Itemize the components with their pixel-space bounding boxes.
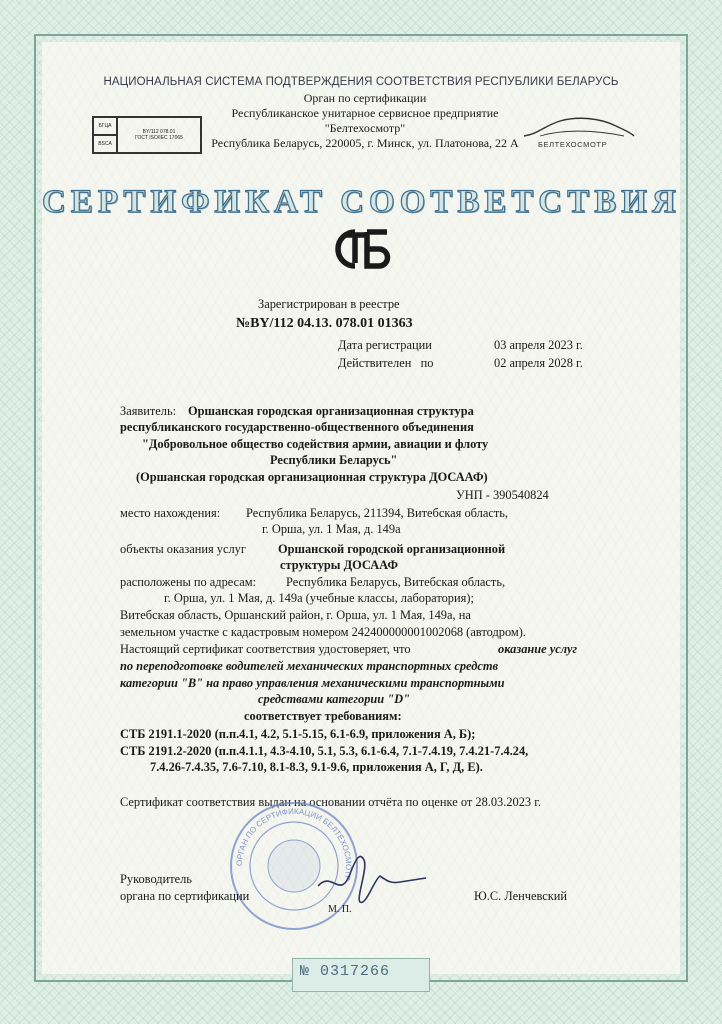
valid-date: 02 апреля 2028 г. xyxy=(494,356,583,370)
location-label: место нахождения: xyxy=(120,506,221,520)
service-line-3: категории "B" на право управления механическими транспортными xyxy=(120,676,505,690)
system-line: НАЦИОНАЛЬНАЯ СИСТЕМА ПОДТВЕРЖДЕНИЯ СООТВЕТСТВИЯ РЕСПУБЛИКИ БЕЛАРУСЬ xyxy=(103,76,619,88)
service-line-1: оказание услуг xyxy=(498,642,578,656)
reg-date: 03 апреля 2023 г. xyxy=(494,338,583,352)
reg-date-label: Дата регистрации xyxy=(338,338,432,352)
org-line-3: "Белтехосмотр" xyxy=(324,121,406,135)
org-line-4: Республика Беларусь, 220005, г. Минск, ул. Платонова, 22 А xyxy=(211,136,519,150)
stamp-text: ОРГАН ПО СЕРТИФИКАЦИИ БЕЛТЕХОСМОТР xyxy=(234,806,354,882)
complies-line: соответствует требованиям: xyxy=(244,709,402,723)
badge-code-1: BY/112 078.01 xyxy=(142,129,176,135)
role-line-2: органа по сертификации xyxy=(120,889,250,903)
badge-left-top: БГЦА xyxy=(93,117,117,135)
valid-label: Действителен по xyxy=(338,356,434,370)
mp-label: М. П. xyxy=(328,904,352,915)
badge-code-2: ГОСТ ISO/IEC 17065 xyxy=(135,135,183,141)
applicant-line-5: (Оршанская городская организационная структура ДОСААФ) xyxy=(136,470,488,484)
logo-label: БЕЛТЕХОСМОТР xyxy=(538,140,608,149)
addr-line-3: Витебская область, Оршанский район, г. Орша, ул. 1 Мая, 149а, на xyxy=(120,608,471,622)
badge-left-bottom: BSCA xyxy=(93,135,117,153)
requirement-2: СТБ 2191.2-2020 (п.п.4.1.1, 4.3-4.10, 5.1, 5.3, 6.1-6.4, 7.1-7.4.19, 7.4.21-7.4.24, xyxy=(120,744,529,758)
service-line-2: по переподготовке водителей механических транспортных средств xyxy=(120,659,499,673)
applicant-line-3: "Добровольное общество содействия армии, авиации и флоту xyxy=(142,437,489,451)
service-line-4: средствами категории "D" xyxy=(258,692,410,706)
location-line-2: г. Орша, ул. 1 Мая, д. 149а xyxy=(262,522,401,536)
org-line-1: Орган по сертификации xyxy=(303,91,427,105)
applicant-line-2: республиканского государственно-общественного объединения xyxy=(120,420,474,434)
car-logo-icon xyxy=(520,112,638,142)
requirement-1: СТБ 2191.1-2020 (п.п.4.1, 4.2, 5.1-5.15, 6.1-6.9, приложения А, Б); xyxy=(120,727,476,741)
requirement-3: 7.4.26-7.4.35, 7.6-7.10, 8.1-8.3, 9.1-9.6, приложения А, Г, Д, Е). xyxy=(150,760,483,774)
registry-number: №BY/112 04.13. 078.01 01363 xyxy=(236,316,413,331)
addr-label: расположены по адресам: xyxy=(120,575,257,589)
objects-name-1: Оршанской городской организационной xyxy=(278,542,506,556)
certificate-title: СЕРТИФИКАТ СООТВЕТСТВИЯ xyxy=(42,184,681,220)
addr-line-4: земельном участке с кадастровым номером 242400000001002068 (автодром). xyxy=(120,625,526,639)
objects-label: объекты оказания услуг xyxy=(120,542,246,556)
unp: УНП - 390540824 xyxy=(456,488,549,502)
signature-icon xyxy=(310,840,440,910)
serial-number: № 0317266 xyxy=(300,963,391,980)
confirmation-intro: Настоящий сертификат соответствия удостоверяет, что xyxy=(120,642,411,656)
badge-codes xyxy=(117,117,201,153)
location-line-1: Республика Беларусь, 211394, Витебская область, xyxy=(246,506,508,520)
applicant-line-4: Республики Беларусь" xyxy=(270,453,398,467)
org-line-2: Республиканское унитарное сервисное предприятие xyxy=(231,106,499,120)
role-line-1: Руководитель xyxy=(120,872,192,886)
addr-line-1: Республика Беларусь, Витебская область, xyxy=(286,575,506,589)
signer-name: Ю.С. Ленчевский xyxy=(474,889,568,903)
accreditation-badge xyxy=(92,116,202,154)
registry-line: Зарегистрирован в реестре xyxy=(258,297,400,311)
basis-line: Сертификат соответствия выдан на основании отчёта по оценке от 28.03.2023 г. xyxy=(120,795,542,809)
applicant-line-1: Оршанская городская организационная структура xyxy=(188,404,474,418)
addr-line-2: г. Орша, ул. 1 Мая, д. 149а (учебные классы, лаборатория); xyxy=(164,591,474,605)
applicant-label: Заявитель: xyxy=(120,404,177,418)
objects-name-2: структуры ДОСААФ xyxy=(280,558,398,572)
stb-mark-icon xyxy=(331,222,393,274)
